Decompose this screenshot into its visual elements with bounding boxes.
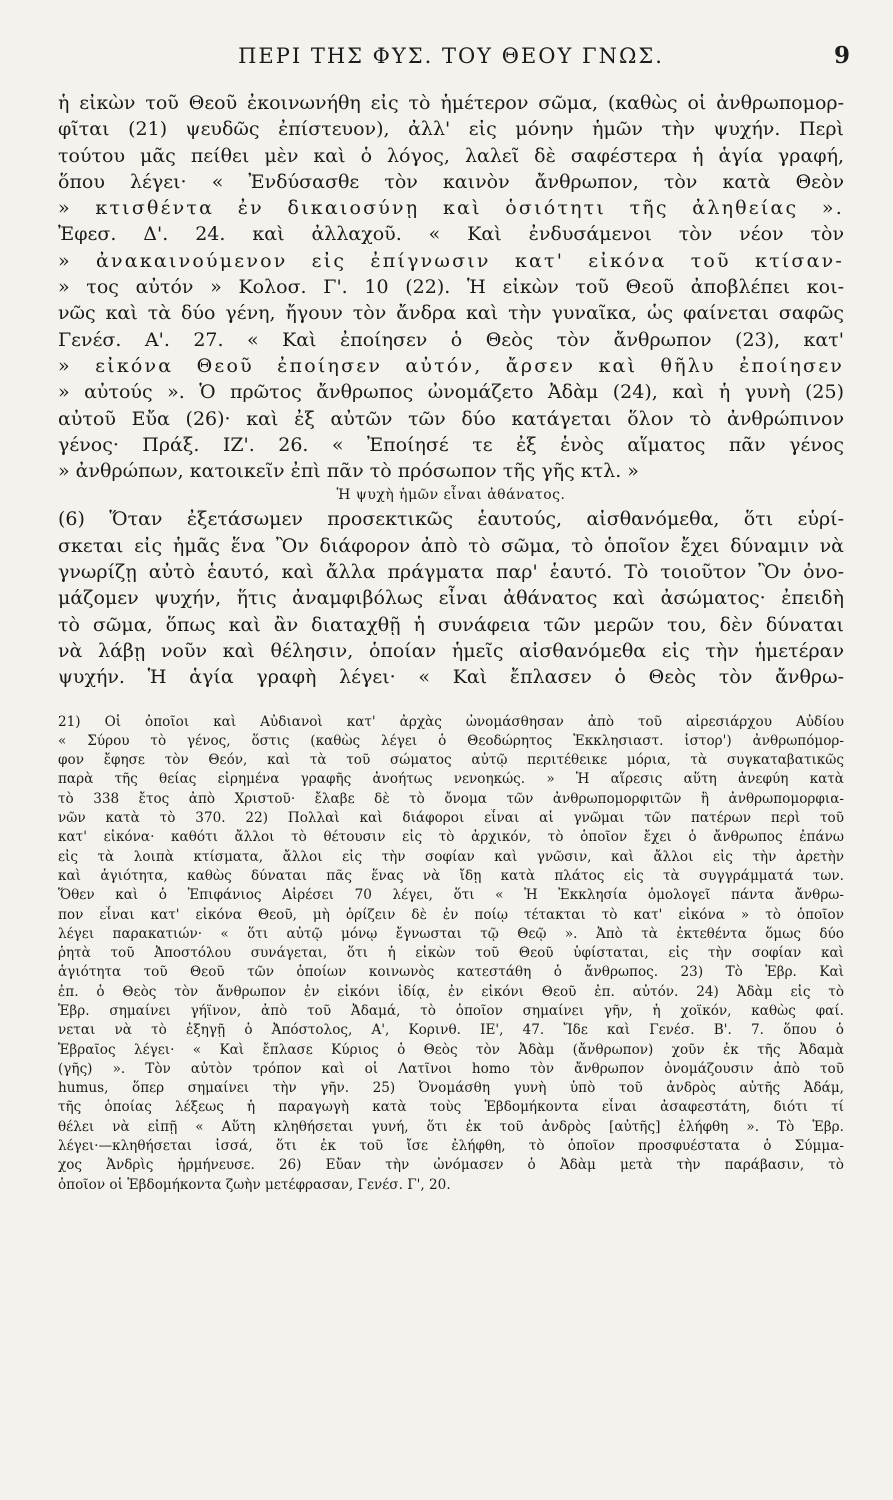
text-line: » ἀνακαινούμενον εἰς ἐπίγνωσιν κατ' εἰκόνα τοῦ κτίσαν- bbox=[58, 249, 844, 272]
footnote-line: λέγει·—κληθήσεται ἰσσά, ὅτι ἐκ τοῦ ἴσε ἐλήφθη, τὸ ὁποῖον προσφυέστατα ὁ Σύμμα- bbox=[58, 1138, 844, 1155]
text-line: φῖται (21) ψευδῶς ἐπίστευον), ἀλλ' εἰς μόνην ἡμῶν τὴν ψυχήν. Περὶ bbox=[58, 118, 844, 141]
footnote-line: ἐπ. ὁ Θεὸς τὸν ἄνθρωπον ἐν εἰκόνι ἰδίᾳ, ἐν εἰκόνι Θεοῦ ἐπ. αὐτόν. 24) Ἀδὰμ εἰς τὸ bbox=[58, 983, 844, 1000]
text-line: Ἐφεσ. Δ'. 24. καὶ ἀλλαχοῦ. « Καὶ ἐνδυσάμενοι τὸν νέον τὸν bbox=[58, 223, 844, 246]
text-line: (6) Ὅταν ἐξετάσωμεν προσεκτικῶς ἑαυτούς, αἰσθανόμεθα, ὅτι εὑρί- bbox=[58, 508, 844, 531]
footnotes bbox=[58, 713, 844, 1195]
footnote-line: εἰς τὰ λοιπὰ κτίσματα, ἄλλοι εἰς τὴν σοφίαν καὶ γνῶσιν, καὶ ἄλλοι εἰς τὴν ἀρετὴν bbox=[58, 848, 844, 865]
text-line: νῶς καὶ τὰ δύο γένη, ἤγουν τὸν ἄνδρα καὶ τὴν γυναῖκα, ὡς φαίνεται σαφῶς bbox=[58, 302, 844, 325]
footnote-line: νῶν κατὰ τὸ 370. 22) Πολλαὶ καὶ διάφοροι εἶναι αἱ γνῶμαι τῶν πατέρων περὶ τοῦ bbox=[58, 810, 844, 827]
footnote-line: νεται νὰ τὸ ἐξηγῇ ὁ Ἀπόστολος, Α', Κορινθ. ΙΕ', 47. Ἴδε καὶ Γενέσ. Β'. 7. ὅπου ὁ bbox=[58, 1022, 844, 1039]
footnote-line: χος Ἀνδρὶς ἡρμήνευσε. 26) Εὔαν τὴν ὠνόμασεν ὁ Ἀδὰμ μετὰ τὴν παράβασιν, τὸ bbox=[58, 1157, 844, 1174]
text-line: ὅπου λέγει· « Ἐνδύσασθε τὸν καινὸν ἄνθρωπον, τὸν κατὰ Θεὸν bbox=[58, 170, 844, 193]
footnote-line: κατ' εἰκόνα· καθότι ἄλλοι τὸ θέτουσιν εἰς τὸ ἀρχικόν, τὸ ὁποῖον ἔχει ὁ ἄνθρωπος ἐπάνω bbox=[58, 829, 844, 846]
text-line: » κτισθέντα ἐν δικαιοσύνῃ καὶ ὁσιότητι τῆς ἀληθείας ». bbox=[58, 197, 844, 220]
text-line: σκεται εἰς ἡμᾶς ἕνα Ὂν διάφορον ἀπὸ τὸ σῶμα, τὸ ὁποῖον ἔχει δύναμιν νὰ bbox=[58, 534, 844, 557]
text-line: » αὐτούς ». Ὁ πρῶτος ἄνθρωπος ὠνομάζετο Ἀδὰμ (24), καὶ ἡ γυνὴ (25) bbox=[58, 381, 844, 404]
footnote-line: humus, ὅπερ σημαίνει τὴν γῆν. 25) Ὀνομάσθη γυνὴ ὑπὸ τοῦ ἀνδρὸς αὐτῆς Ἀδάμ, bbox=[58, 1080, 844, 1097]
text-line: » εἰκόνα Θεοῦ ἐποίησεν αὐτόν, ἄρσεν καὶ θῆλυ ἐποίησεν bbox=[58, 354, 844, 377]
footnote-line: πον εἶναι κατ' εἰκόνα Θεοῦ, μὴ ὁρίζειν δὲ ἐν ποίῳ τέτακται τὸ κατ' εἰκόνα » τὸ ὁποῖον bbox=[58, 906, 844, 923]
text-line: γνωρίζῃ αὐτὸ ἑαυτό, καὶ ἄλλα πράγματα παρ' ἑαυτό. Τὸ τοιοῦτον Ὂν ὀνο- bbox=[58, 561, 844, 584]
text-line: » ἀνθρώπων, κατοικεῖν ἐπὶ πᾶν τὸ πρόσωπον τῆς γῆς κτλ. » bbox=[58, 460, 639, 483]
footnote-line: θέλει νὰ εἰπῇ « Αὕτη κληθήσεται γυνή, ὅτι ἐκ τοῦ ἀνδρὸς [αὐτῆς] ἐλήφθη ». Τὸ Ἑβρ. bbox=[58, 1118, 844, 1135]
text-line: αὐτοῦ Εὔα (26)· καὶ ἐξ αὐτῶν τῶν δύο κατάγεται ὅλον τὸ ἀνθρώπινον bbox=[58, 407, 844, 430]
book-page bbox=[58, 34, 850, 1195]
footnote-line: 21) Οἱ ὁποῖοι καὶ Αὐδιανοὶ κατ' ἀρχὰς ὠνομάσθησαν ἀπὸ τοῦ αἱρεσιάρχου Αὐδίου bbox=[58, 713, 844, 730]
footnote-line: ῥητὰ τοῦ Ἀποστόλου συνάγεται, ὅτι ἡ εἰκὼν τοῦ Θεοῦ ὑφίσταται, εἰς τὴν σοφίαν καὶ bbox=[58, 945, 844, 962]
page-header bbox=[58, 34, 850, 76]
text-line: γένος· Πράξ. ΙΖ'. 26. « Ἐποίησέ τε ἐξ ἑνὸς αἵματος πᾶν γένος bbox=[58, 433, 844, 456]
text-line: τούτου μᾶς πείθει μὲν καὶ ὁ λόγος, λαλεῖ δὲ σαφέστερα ἡ ἁγία γραφή, bbox=[58, 144, 844, 167]
footnote-line: παρὰ τῆς θείας εἰρημένα γραφῆς ἀνοήτως νενοηκώς. » Ἡ αἵρεσις αὕτη ἀνεφύη κατὰ bbox=[58, 771, 844, 788]
footnote-line: « Σύρου τὸ γένος, ὅστις (καθὼς λέγει ὁ Θεοδώρητος Ἐκκλησιαστ. ἱστορ') ἀνθρωπόμορ- bbox=[58, 732, 844, 749]
page-number: 9 bbox=[833, 42, 850, 69]
footnote-line: Ὅθεν καὶ ὁ Ἐπιφάνιος Αἱρέσει 70 λέγει, ὅτι « Ἡ Ἐκκλησία ὁμολογεῖ πάντα ἄνθρω- bbox=[58, 887, 844, 904]
section-heading: Ἡ ψυχὴ ἡμῶν εἶναι ἀθάνατος. bbox=[336, 487, 566, 504]
footnote-line: φον ἔφησε τὸν Θεόν, καὶ τὰ τοῦ σώματος αὐτῷ περιτέθεικε μόρια, τὰ συγκαταβατικῶς bbox=[58, 752, 844, 769]
footnote-line: ἁγιότητα τοῦ Θεοῦ τῶν ὁποίων κοινωνὸς κατεστάθη ὁ ἄνθρωπος. 23) Τὸ Ἑβρ. Καὶ bbox=[58, 964, 844, 981]
footnote-line: τῆς ὁποίας λέξεως ἡ παραγωγὴ κατὰ τοὺς Ἑβδομήκοντα εἶναι ἀσαφεστάτη, διότι τί bbox=[58, 1099, 844, 1116]
main-text-continued bbox=[58, 506, 844, 690]
text-line: τὸ σῶμα, ὅπως καὶ ἂν διαταχθῇ ἡ συνάφεια τῶν μερῶν του, δὲν δύναται bbox=[58, 613, 844, 636]
text-line: » τος αὐτόν » Κολοσ. Γ'. 10 (22). Ἡ εἰκὼν τοῦ Θεοῦ ἀποβλέπει κοι- bbox=[58, 276, 844, 299]
text-line: μάζομεν ψυχήν, ἥτις ἀναμφιβόλως εἶναι ἀθάνατος καὶ ἀσώματος· ἐπειδὴ bbox=[58, 587, 844, 610]
main-text bbox=[58, 90, 844, 484]
footnote-line: ὁποῖον οἱ Ἑβδομήκοντα ζωὴν μετέφρασαν, Γενέσ. Γ', 20. bbox=[58, 1176, 451, 1193]
footnote-line: τὸ 338 ἔτος ἀπὸ Χριστοῦ· ἔλαβε δὲ τὸ ὄνομα τῶν ἀνθρωπομορφιτῶν ἢ ἀνθρωπομορφια- bbox=[58, 790, 844, 807]
text-line: ψυχήν. Ἡ ἁγία γραφὴ λέγει· « Καὶ ἔπλασεν ὁ Θεὸς τὸν ἄνθρω- bbox=[58, 666, 844, 689]
text-line: Γενέσ. Α'. 27. « Καὶ ἐποίησεν ὁ Θεὸς τὸν ἄνθρωπον (23), κατ' bbox=[58, 328, 844, 351]
footnote-line: (γῆς) ». Τὸν αὐτὸν τρόπον καὶ οἱ Λατῖνοι homo τὸν ἄνθρωπον ὀνομάζουσιν ἀπὸ τοῦ bbox=[58, 1060, 844, 1077]
text-line: ἡ εἰκὼν τοῦ Θεοῦ ἐκοινωνήθη εἰς τὸ ἡμέτερον σῶμα, (καθὼς οἱ ἀνθρωπομορ- bbox=[58, 92, 844, 114]
footnote-line: καὶ ἁγιότητα, καθὼς δύναται πᾶς ἕνας νὰ ἴδῃ κατὰ πλάτος εἰς τὰ συγγράμματά των. bbox=[58, 867, 844, 884]
text-line: νὰ λάβῃ νοῦν καὶ θέλησιν, ὁποίαν ἡμεῖς αἰσθανόμεθα εἰς τὴν ἡμετέραν bbox=[58, 639, 844, 662]
footnote-line: Ἑβραῖος λέγει· « Καὶ ἔπλασε Κύριος ὁ Θεὸς τὸν Ἀδὰμ (ἄνθρωπον) χοῦν ἐκ τῆς Ἀδαμὰ bbox=[58, 1041, 844, 1058]
footnote-line: Ἑβρ. σημαίνει γήϊνον, ἀπὸ τοῦ Ἀδαμά, τὸ ὁποῖον σημαίνει γῆν, ἡ χοϊκόν, καθὼς φαί. bbox=[58, 1002, 844, 1019]
running-title: ΠΕΡΙ ΤΗΣ ΦΥΣ. ΤΟΥ ΘΕΟΥ ΓΝΩΣ. bbox=[238, 44, 664, 68]
footnote-line: λέγει παρακατιών· « ὅτι αὐτῷ μόνῳ ἔγνωσται τῷ Θεῷ ». Ἀπὸ τὰ ἐκτεθέντα ὅμως δύο bbox=[58, 925, 844, 942]
